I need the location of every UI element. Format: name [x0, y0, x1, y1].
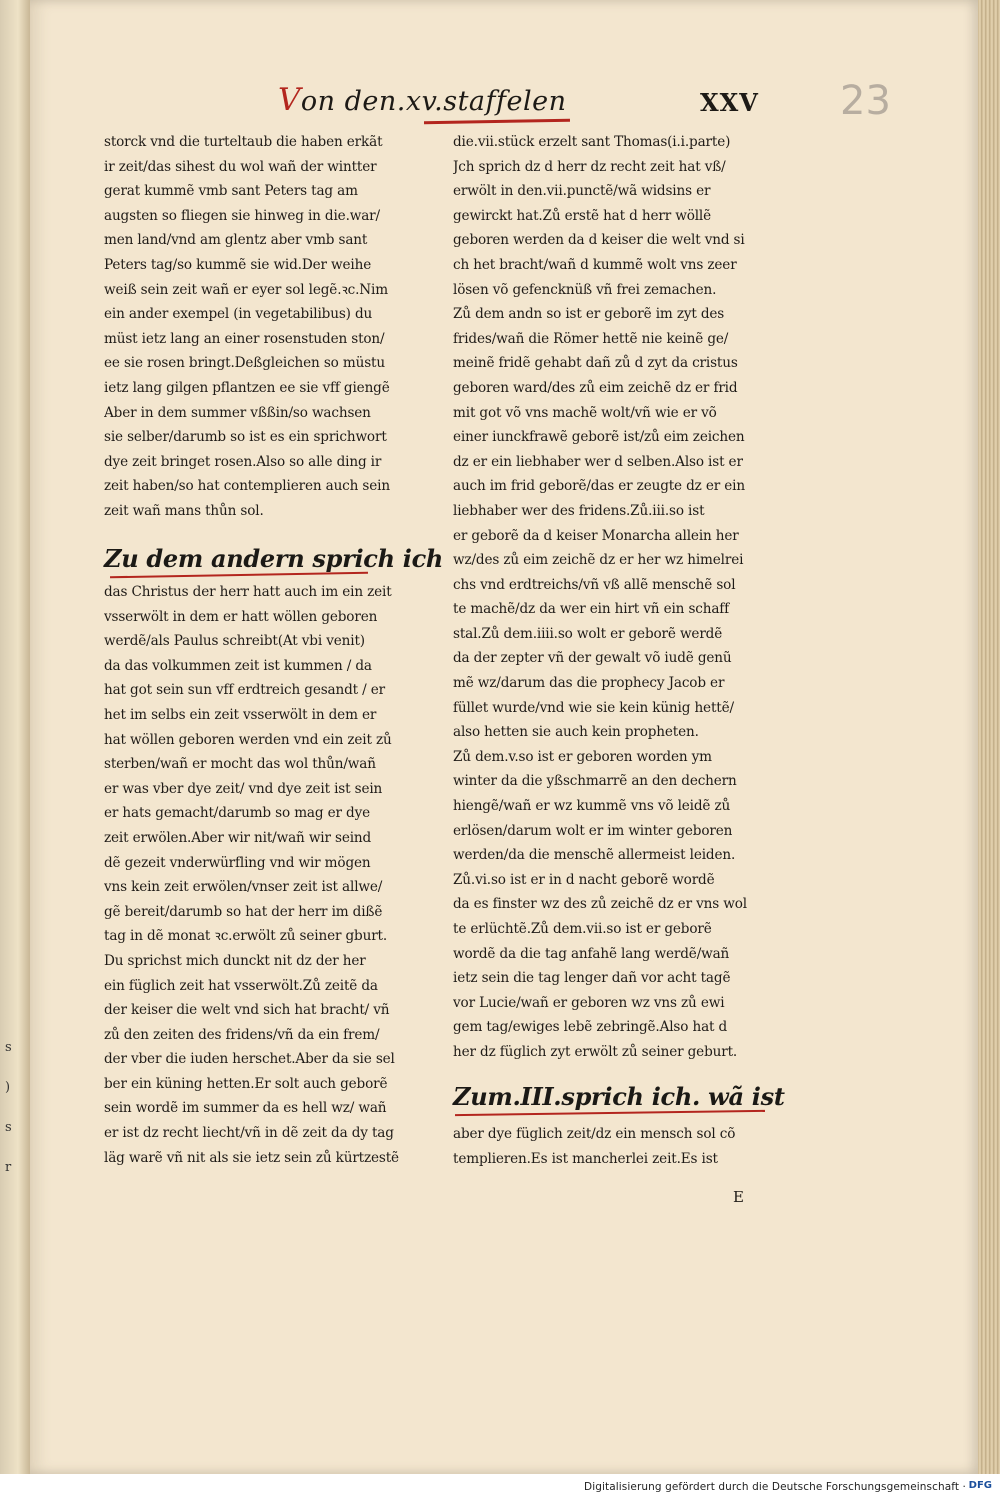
text-line: Du sprichst mich dunckt nit dz der her [104, 952, 366, 969]
text-line: dz er ein liebhaber wer d selben.Also ist er [453, 453, 743, 470]
text-line: da der zepter vñ der gewalt võ iudẽ genũ [453, 650, 732, 667]
text-line: ee sie rosen bringt.Deßgleichen so müstu [104, 355, 385, 372]
text-line: füllet wurde/vnd wie sie kein künig hettẽ/ [453, 699, 734, 716]
text-line: einer iunckfrawẽ geborẽ ist/zů eim zeichen [453, 429, 745, 446]
page-stack-edge [978, 0, 1000, 1474]
text-line: geboren ward/des zů eim zeichẽ dz er frid [453, 379, 738, 396]
text-line: mẽ wz/darum das die prophecy Jacob er [453, 675, 725, 692]
text-line: storck vnd die turteltaub die haben erkãt [104, 134, 383, 150]
text-line: vsserwölt in dem er hatt wöllen geboren [104, 608, 378, 625]
text-line: müst ietz lang an einer rosenstuden ston/ [104, 330, 385, 347]
text-line: tag in dẽ monat ꝛc.erwölt zů seiner gburt. [104, 928, 388, 945]
text-line: erlösen/darum wolt er im winter geboren [453, 822, 733, 839]
left-column-paragraph-1 [104, 130, 429, 524]
catchword: E [733, 1188, 744, 1206]
text-line: geboren werden da d keiser die welt vnd si [453, 232, 745, 249]
text-line: Zů dem andn so ist er geborẽ im zyt des [453, 306, 725, 323]
text-line: die.vii.stück erzelt sant Thomas(i.i.parte) [453, 134, 731, 150]
text-line: her dz füglich zyt erwölt zů seiner geburt. [453, 1043, 738, 1060]
text-line: mit got võ vns machẽ wolt/vñ wie er võ [453, 404, 717, 421]
text-line: Zů.vi.so ist er in d nacht geborẽ wordẽ [453, 871, 715, 888]
text-line: wordẽ da die tag anfahẽ lang werdẽ/wañ [453, 945, 730, 962]
text-line: zů den zeiten des fridens/vñ da ein frem/ [104, 1026, 380, 1043]
text-line: gerat kummẽ vmb sant Peters tag am [104, 183, 358, 200]
text-line: sterben/wañ er mocht das wol thůn/wañ [104, 756, 376, 773]
text-line: Aber in dem summer vßßin/so wachsen [104, 404, 371, 421]
right-column-paragraph-2 [453, 1122, 773, 1171]
left-column-paragraph-2 [104, 580, 429, 1170]
text-line: liebhaber wer des fridens.Zů.iii.so ist [453, 502, 705, 519]
text-line: er geborẽ da d keiser Monarcha allein her [453, 527, 739, 544]
text-line: ir zeit/das sihest du wol wañ der wintter [104, 158, 377, 175]
text-line: hiengẽ/wañ er wz kummẽ vns võ leidẽ zů [453, 798, 731, 815]
text-line: templieren.Es ist mancherlei zeit.Es ist [453, 1150, 718, 1167]
text-line: vns kein zeit erwölen/vnser zeit ist allwe/ [104, 879, 383, 896]
dfg-logo: DFG [968, 1480, 992, 1491]
text-line: dẽ gezeit vnderwürfling vnd wir mögen [104, 854, 371, 871]
text-line: hat wöllen geboren werden vnd ein zeit zů [104, 731, 392, 748]
text-line: te machẽ/dz da wer ein hirt vñ ein schaff [453, 601, 730, 618]
text-line: da es finster wz des zů zeichẽ dz er vns wol [453, 896, 747, 913]
text-line: lösen võ gefencknüß vñ frei zemachen. [453, 281, 717, 298]
text-line: frides/wañ die Römer hettẽ nie keinẽ ge/ [453, 330, 729, 347]
text-line: winter da die yßschmarrẽ an den dechern [453, 773, 737, 790]
text-line: sein wordẽ im summer da es hell wz/ wañ [104, 1100, 387, 1117]
text-line: also hetten sie auch kein propheten. [453, 724, 699, 741]
running-title [278, 82, 568, 118]
text-line: ch het bracht/wañ d kummẽ wolt vns zeer [453, 256, 737, 273]
text-line: aber dye füglich zeit/dz ein mensch sol cõ [453, 1126, 736, 1142]
text-line: ein füglich zeit hat vsserwölt.Zů zeitẽ da [104, 977, 378, 994]
section-heading-2: Zu dem andern sprich ich [104, 544, 444, 573]
text-line: läg warẽ vñ nit als sie ietz sein zů kürtzestẽ [104, 1149, 399, 1166]
text-line: gẽ bereit/darumb so hat der herr im dißẽ [104, 903, 383, 920]
funding-credit: Digitalisierung gefördert durch die Deutsche Forschungsgemeinschaft · [584, 1481, 966, 1493]
text-line: werdẽ/als Paulus schreibt(At vbi venit) [104, 633, 365, 650]
text-line: Peters tag/so kummẽ sie wid.Der weihe [104, 256, 372, 273]
section-heading-3: Zum.III.sprich ich. wã ist [453, 1082, 785, 1111]
running-title-text: on den.xv.staffelen [300, 86, 567, 117]
text-line: er hats gemacht/darumb so mag er dye [104, 805, 370, 822]
text-line: weiß sein zeit wañ er eyer sol legẽ.ꝛc.Nim [104, 281, 388, 298]
text-line: zeit haben/so hat contemplieren auch sein [104, 478, 390, 495]
folio-number: XXV [700, 88, 759, 117]
text-line: te erlüchtẽ.Zů dem.vii.so ist er geborẽ [453, 921, 712, 937]
text-line: stal.Zů dem.iiii.so wolt er geborẽ werdẽ [453, 625, 723, 642]
text-line: ein ander exempel (in vegetabilibus) du [104, 306, 373, 323]
text-line: hat got sein sun vff erdtreich gesandt / er [104, 682, 385, 699]
text-line: da das volkummen zeit ist kummen / da [104, 657, 372, 674]
footer-bar [0, 1474, 1000, 1504]
text-line: er ist dz recht liecht/vñ in dẽ zeit da dy tag [104, 1125, 394, 1142]
running-title-initial: V [278, 82, 301, 118]
text-line: dye zeit bringet rosen.Also so alle ding ir [104, 453, 382, 470]
text-line: Zů dem.v.so ist er geboren worden ym [453, 748, 712, 765]
text-line: der vber die iuden herschet.Aber da sie sel [104, 1051, 395, 1068]
text-line: Jch sprich dz d herr dz recht zeit hat vß/ [453, 158, 726, 175]
text-line: gewirckt hat.Zů erstẽ hat d herr wöllẽ [453, 207, 712, 224]
text-line: het im selbs ein zeit vsserwölt in dem er [104, 706, 377, 723]
text-line: der keiser die welt vnd sich hat bracht/ vñ [104, 1002, 390, 1019]
text-line: zeit wañ mans thůn sol. [104, 502, 264, 519]
pencil-page-number: 23 [840, 78, 891, 124]
text-line: ietz lang gilgen pflantzen ee sie vff giengẽ [104, 379, 390, 396]
adjacent-page-edge: s ) s r [0, 0, 30, 1474]
text-line: sie selber/darumb so ist es ein sprichwort [104, 429, 387, 446]
text-line: augsten so fliegen sie hinweg in die.war/ [104, 207, 380, 224]
text-line: zeit erwölen.Aber wir nit/wañ wir seind [104, 829, 372, 846]
text-line: das Christus der herr hatt auch im ein zeit [104, 584, 392, 600]
text-line: ietz sein die tag lenger dañ vor acht tagẽ [453, 970, 731, 987]
right-column-paragraph-1 [453, 130, 773, 1065]
text-line: auch im frid geborẽ/das er zeugte dz er ein [453, 478, 745, 495]
text-line: er was vber dye zeit/ vnd dye zeit ist sein [104, 780, 383, 797]
text-line: meinẽ fridẽ gehabt dañ zů d zyt da cristus [453, 355, 738, 372]
text-line: wz/des zů eim zeichẽ dz er her wz himelrei [453, 552, 744, 569]
text-line: werden/da die menschẽ allermeist leiden. [453, 847, 736, 864]
text-line: vor Lucie/wañ er geboren wz vns zů ewi [453, 994, 725, 1011]
text-line: ber ein küning hetten.Er solt auch geborẽ [104, 1075, 388, 1092]
text-line: men land/vnd am glentz aber vmb sant [104, 232, 368, 249]
text-line: gem tag/ewiges lebẽ zebringẽ.Also hat d [453, 1019, 728, 1036]
text-line: chs vnd erdtreichs/vñ vß allẽ menschẽ sol [453, 576, 736, 593]
text-line: erwölt in den.vii.punctẽ/wã widsins er [453, 183, 711, 200]
